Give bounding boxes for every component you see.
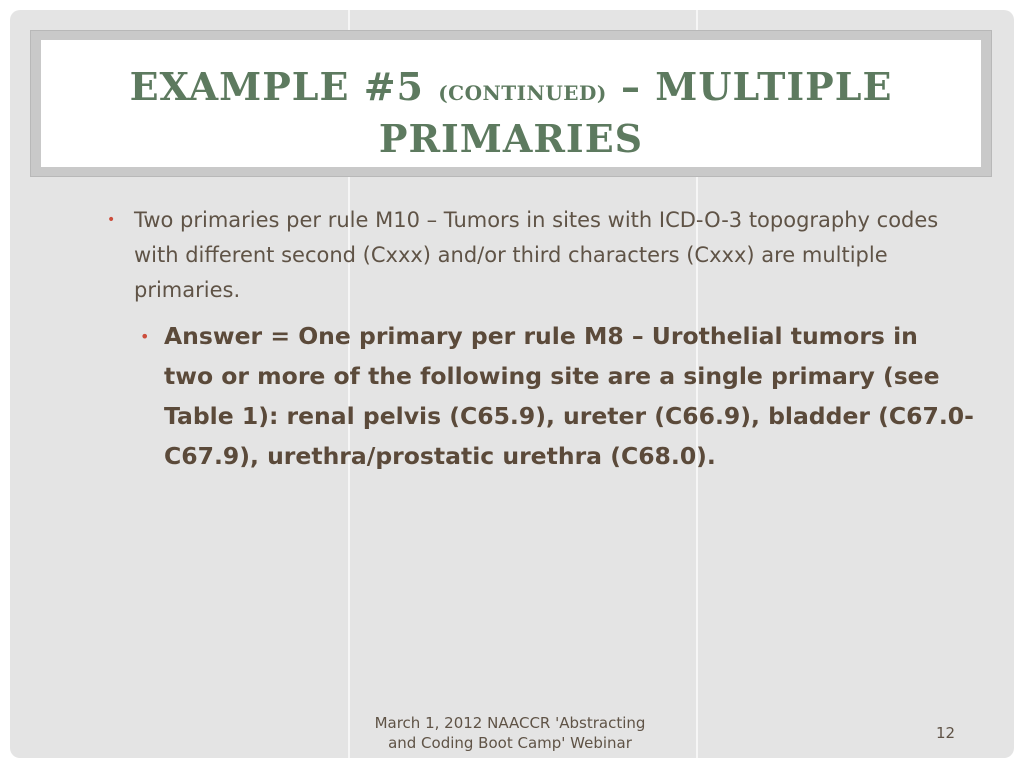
title-main: EXAMPLE #5 <box>129 64 439 109</box>
bullet-dot: • <box>107 212 116 228</box>
bullet-level2-text: Answer = One primary per rule M8 – Urothelial tumors in two or more of the following site are a single primary (see Table 1): renal pelvis (C65.9), ureter (C66.9), bladder (C67.0-C67.9), urethra/prostatic urethra (C68.0). <box>164 322 974 470</box>
title-frame <box>30 30 992 177</box>
bullet-level1-text: Two primaries per rule M10 – Tumors in sites with ICD-O-3 topography codes with different second (Cxxx) and/or third characters (Cxxx) are multiple primaries. <box>134 208 939 302</box>
footer-line: and Coding Boot Camp' Webinar <box>388 734 632 752</box>
bullet-dot: • <box>140 327 150 346</box>
title-continued: (CONTINUED) <box>438 81 607 105</box>
slide <box>10 10 1014 758</box>
page-number: 12 <box>936 724 956 742</box>
title-box <box>41 40 981 167</box>
slide-title <box>41 64 981 162</box>
footer-text <box>356 713 664 753</box>
footer-line: March 1, 2012 NAACCR 'Abstracting <box>374 714 646 732</box>
title-subject: – MULTIPLE PRIMARIES <box>378 64 893 161</box>
